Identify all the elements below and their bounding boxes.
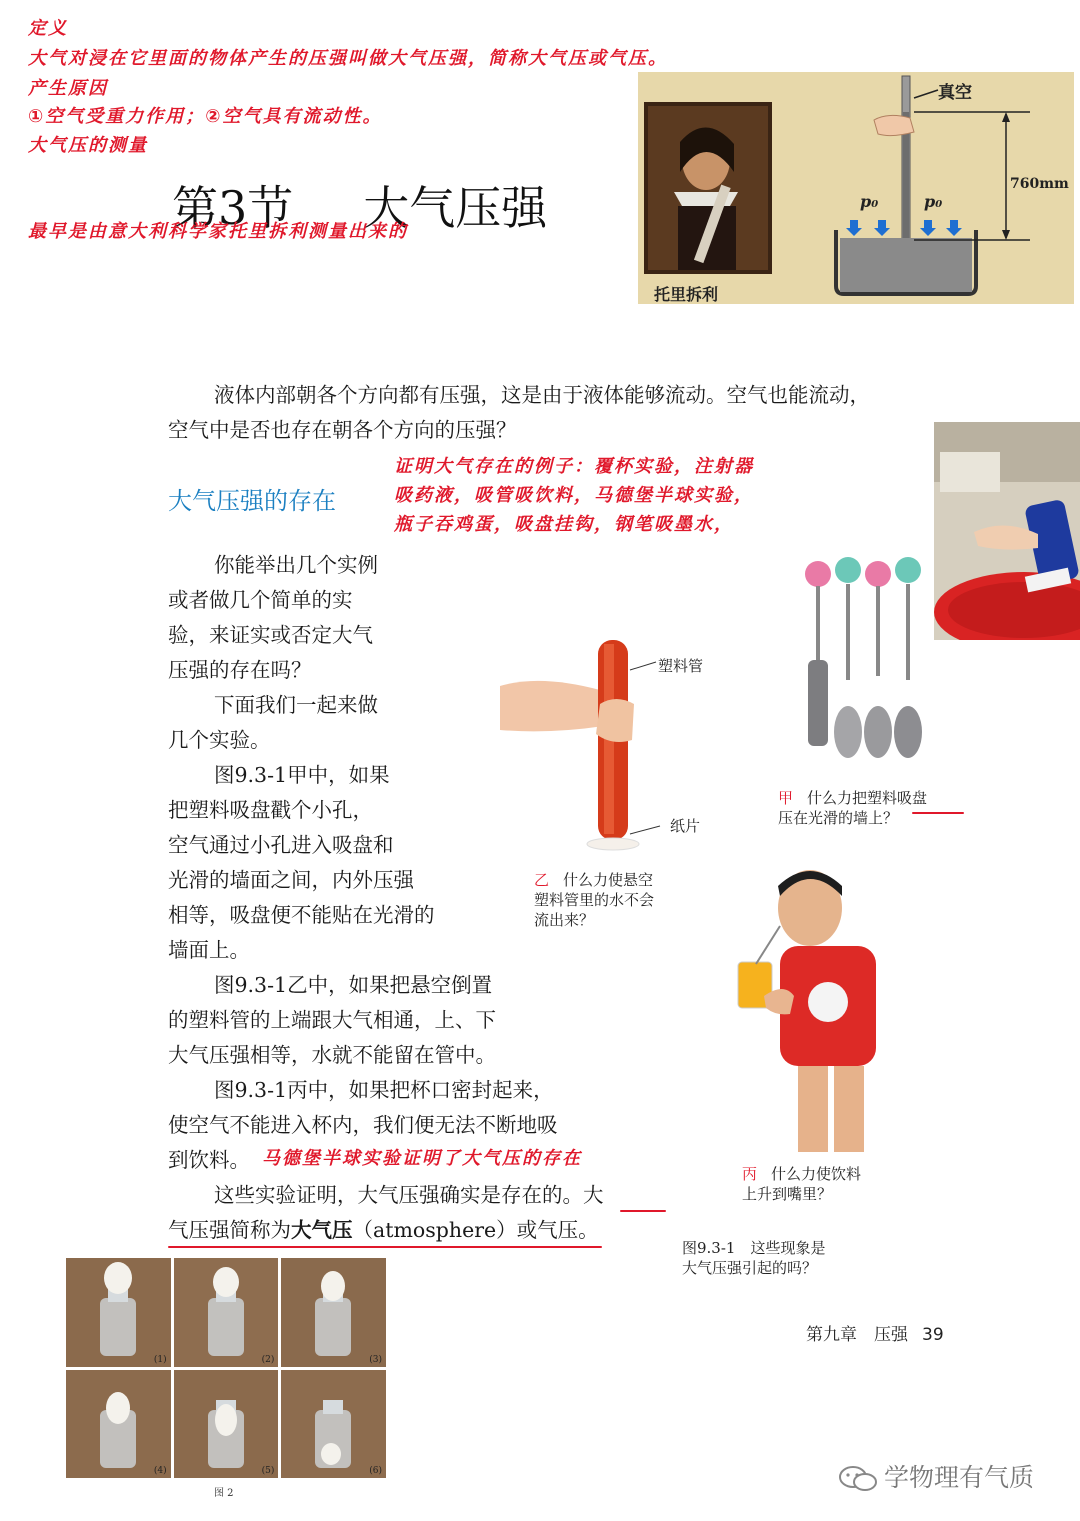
p3-line-4: 光滑的墙面之间，内外压强 — [168, 868, 414, 892]
torricelli-figure — [638, 72, 1074, 304]
wechat-icon — [838, 1465, 878, 1493]
caption-yi-tag: 乙 — [534, 871, 550, 889]
section-title-text: 大气压强 — [363, 181, 548, 235]
boy-drinking-photo — [724, 856, 892, 1152]
egg-panel-6 — [281, 1370, 386, 1479]
egg-panel-label-6: (6) — [369, 1466, 382, 1476]
caption-yi — [534, 870, 654, 930]
paper-label: 纸片 — [670, 817, 701, 835]
p6-line-1: 这些实验证明，大气压强确实是存在的。大 — [214, 1183, 604, 1207]
p1-line-1: 你能举出几个实例 — [214, 553, 378, 577]
suction-hooks-photo — [798, 556, 932, 778]
p2-line-1: 下面我们一起来做 — [214, 693, 378, 717]
watermark-text: 学物理有气质 — [884, 1463, 1035, 1492]
note-examples-1: 证明大气存在的例子：覆杯实验，注射器 — [394, 456, 754, 477]
p5-line-2: 使空气不能进入杯内，我们便无法不断地吸 — [168, 1113, 558, 1137]
figure-caption — [682, 1238, 825, 1278]
egg-panel-4 — [66, 1370, 171, 1479]
torricelli-caption: 托里拆利 — [654, 285, 719, 304]
caption-jia-line-2: 压在光滑的墙上？ — [778, 809, 899, 827]
note-torricelli: 最早是由意大利科学家托里拆利测量出来的 — [28, 221, 408, 242]
note-examples-2: 吸药液，吸管吸饮料，马德堡半球实验， — [394, 485, 754, 506]
caption-yi-line-3: 流出来？ — [534, 911, 595, 929]
tube-label: 塑料管 — [658, 657, 704, 675]
note-definition-heading: 定义 — [28, 18, 68, 39]
p0-label-left: p₀ — [860, 192, 879, 211]
caption-bing-line-2: 上升到嘴里？ — [742, 1185, 833, 1203]
egg-panel-3 — [281, 1258, 386, 1367]
egg-panel-2 — [174, 1258, 279, 1367]
note-examples-3: 瓶子吞鸡蛋，吸盘挂钩，钢笔吸墨水， — [394, 514, 734, 535]
egg-panel-label-4: (4) — [153, 1466, 167, 1476]
p3-line-2: 把塑料吸盘戳个小孔， — [168, 798, 373, 822]
section-number: 第3节 — [172, 181, 294, 235]
underline-summary-1 — [620, 1210, 666, 1212]
p6-line-2-a: 气压强简称为 — [168, 1218, 291, 1242]
chapter-label: 第九章 压强 — [806, 1325, 908, 1345]
p6-line-2 — [168, 1213, 599, 1248]
egg-panel-label-5: (5) — [261, 1466, 275, 1476]
note-magdeburg: 马德堡半球实验证明了大气压的存在 — [262, 1148, 582, 1169]
plastic-tube-photo — [500, 630, 664, 866]
subsection-heading: 大气压强的存在 — [168, 487, 336, 515]
caption-jia — [778, 788, 927, 828]
p4-line-1: 图9.3-1乙中，如果把悬空倒置 — [214, 973, 493, 997]
underline-jia — [912, 812, 964, 814]
p3-line-5: 相等，吸盘便不能贴在光滑的 — [168, 903, 435, 927]
note-definition-text: 大气对浸在它里面的物体产生的压强叫做大气压强，简称大气压或气压。 — [28, 48, 668, 69]
p3-line-3: 空气通过小孔进入吸盘和 — [168, 833, 394, 857]
figure-caption-line-1: 图9.3-1 这些现象是 — [682, 1239, 826, 1257]
p1-line-4: 压强的存在吗？ — [168, 658, 312, 682]
egg-panel-label-3: (3) — [369, 1354, 382, 1365]
caption-yi-line-1: 什么力使悬空 — [563, 871, 654, 889]
egg-panel-label-1: (1) — [153, 1354, 167, 1365]
p4-line-2: 的塑料管的上端跟大气相通，上、下 — [168, 1008, 496, 1032]
egg-bottle-grid — [66, 1258, 386, 1478]
p3-line-1: 图9.3-1甲中，如果 — [214, 763, 390, 787]
figure-caption-line-2: 大气压强引起的吗？ — [682, 1259, 818, 1277]
p1-line-2: 或者做几个简单的实 — [168, 588, 353, 612]
underline-summary-2 — [168, 1246, 602, 1248]
note-measure-heading: 大气压的测量 — [28, 135, 148, 156]
egg-panel-1 — [66, 1258, 171, 1367]
page-footer — [806, 1320, 944, 1345]
caption-bing-tag: 丙 — [742, 1165, 758, 1183]
caption-yi-line-2: 塑料管里的水不会 — [534, 891, 655, 909]
caption-bing — [742, 1164, 861, 1204]
term-atmosphere: 大气压 — [291, 1218, 353, 1242]
p0-label-right: p₀ — [924, 192, 943, 211]
p2-line-2: 几个实验。 — [168, 728, 271, 752]
p6-line-2-c: （atmosphere）或气压。 — [352, 1218, 599, 1242]
caption-bing-line-1: 什么力使饮料 — [771, 1165, 862, 1183]
intro-line-1: 液体内部朝各个方向都有压强，这是由于液体能够流动。空气也能流动， — [214, 383, 870, 407]
page-number: 39 — [922, 1325, 944, 1345]
intro-line-2: 空气中是否也存在朝各个方向的压强？ — [168, 418, 517, 442]
inverted-cup-photo — [934, 422, 1080, 640]
egg-bottle-figure — [66, 1258, 386, 1504]
caption-jia-tag: 甲 — [778, 789, 794, 807]
egg-panel-label-2: (2) — [261, 1354, 275, 1365]
height-label: 760mm — [1010, 176, 1069, 192]
p5-line-3: 到饮料。 — [168, 1148, 250, 1172]
vacuum-label: 真空 — [938, 83, 972, 103]
note-cause-text: ①空气受重力作用；②空气具有流动性。 — [28, 106, 383, 127]
p1-line-3: 验，来证实或否定大气 — [168, 623, 373, 647]
note-cause-heading: 产生原因 — [28, 78, 108, 99]
p4-line-3: 大气压强相等，水就不能留在管中。 — [168, 1043, 496, 1067]
egg-panel-5 — [174, 1370, 279, 1479]
watermark — [838, 1458, 1034, 1494]
p5-line-1: 图9.3-1丙中，如果把杯口密封起来， — [214, 1078, 554, 1102]
p3-line-6: 墙面上。 — [168, 938, 250, 962]
caption-jia-line-1: 什么力把塑料吸盘 — [807, 789, 928, 807]
egg-figure-caption: 图 2 — [214, 1488, 234, 1499]
